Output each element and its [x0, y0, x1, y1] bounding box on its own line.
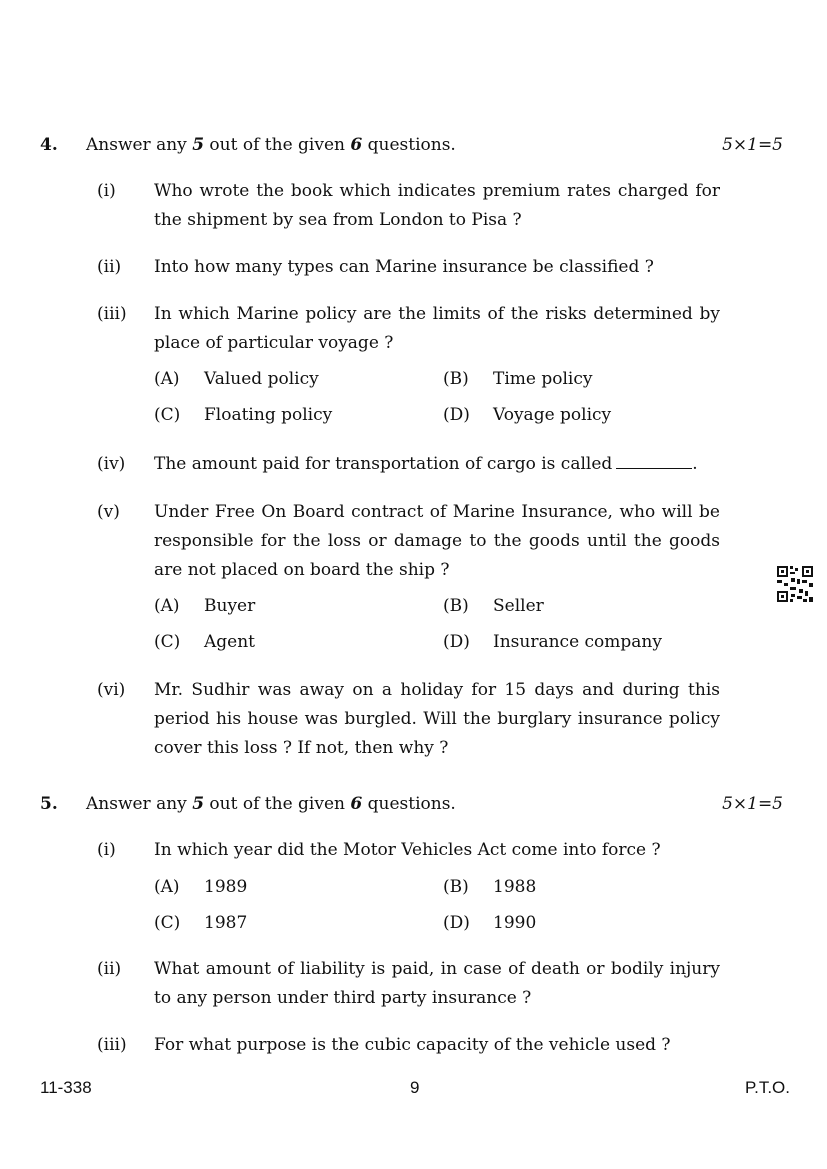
- subquestion-number: (v): [97, 502, 120, 522]
- subquestion-number: (i): [97, 181, 116, 201]
- subquestion-text: The amount paid for transportation of cargo is called .: [154, 454, 698, 474]
- question-number: 5.: [40, 794, 58, 814]
- subquestion-text: In which year did the Motor Vehicles Act come into force ?: [154, 840, 661, 860]
- exam-page: 4. Answer any 5 out of the given 6 questions. 5×1=5 (i) Who wrote the book which indicates premium rates charged for the shipment by sea from London to Pisa ? (ii) Into how many types can Marine insurance be classified ? (iii) In which Marine policy are the limits of the risks determined by place of particular voyage ? (A) Valued policy (B) Time policy (C) Floating policy (D) Voyage policy (iv) The amount paid for transportation of cargo is called . (v) Under Free On Board contract of Marine Insurance, who will be responsible for the loss or damage to the goods until the goods are not placed on board the ship ? (A) Buyer (B) Seller (C) Agent (D) Insurance company (vi) Mr. Sudhir was away on a holiday for 15 days and during this period his house was burgled. Will the burglary insurance policy cover this loss ? If not, then why ? 5. Answer any 5 out of the given 6 questions. 5×1=5 (i) In which year did the Motor Vehicles Act come into force ? (A) 1989 (B) 1988 (C) 1987 (D) 1990 (ii) What amount of liability is paid, in case of death or bodily injury to any person under third party insurance ? (iii) For what purpose is the cubic capacity of the vehicle used ? 11-338 9 P.T.O.: [0, 0, 827, 1169]
- subquestion-number: (i): [97, 840, 116, 860]
- question-instruction: Answer any 5 out of the given 6 questions.: [86, 135, 456, 155]
- subquestion-number: (iii): [97, 304, 127, 324]
- please-turn-over: P.T.O.: [744, 1078, 790, 1097]
- subquestion-text: For what purpose is the cubic capacity of the vehicle used ?: [154, 1035, 671, 1055]
- subquestion-number: (vi): [97, 680, 126, 700]
- question-instruction: Answer any 5 out of the given 6 questions.: [86, 794, 456, 814]
- subquestion-number: (iv): [97, 454, 126, 474]
- subquestion-text: Under Free On Board contract of Marine Insurance, who will be responsible for the loss or damage to the goods until the goods are not placed on board the ship ?: [154, 502, 720, 580]
- paper-code: 11-338: [40, 1078, 92, 1097]
- question-number: 4.: [40, 135, 58, 155]
- answer-blank: [616, 454, 692, 469]
- subquestion-number: (ii): [97, 959, 122, 979]
- marks-allocation: 5×1=5: [722, 135, 783, 155]
- subquestion-number: (ii): [97, 257, 122, 277]
- subquestion-text: Mr. Sudhir was away on a holiday for 15 days and during this period his house was burgled. Will the burglary insurance policy cover this loss ? If not, then why ?: [154, 680, 720, 758]
- marks-allocation: 5×1=5: [722, 794, 783, 814]
- subquestion-number: (iii): [97, 1035, 127, 1055]
- subquestion-text: What amount of liability is paid, in case of death or bodily injury to any person under third party insurance ?: [154, 959, 720, 1008]
- subquestion-text: Who wrote the book which indicates premium rates charged for the shipment by sea from London to Pisa ?: [154, 181, 720, 230]
- page-number: 9: [410, 1078, 420, 1097]
- qr-code-icon: [776, 565, 814, 603]
- subquestion-text: Into how many types can Marine insurance be classified ?: [154, 257, 654, 277]
- subquestion-text: In which Marine policy are the limits of the risks determined by place of particular voyage ?: [154, 304, 720, 353]
